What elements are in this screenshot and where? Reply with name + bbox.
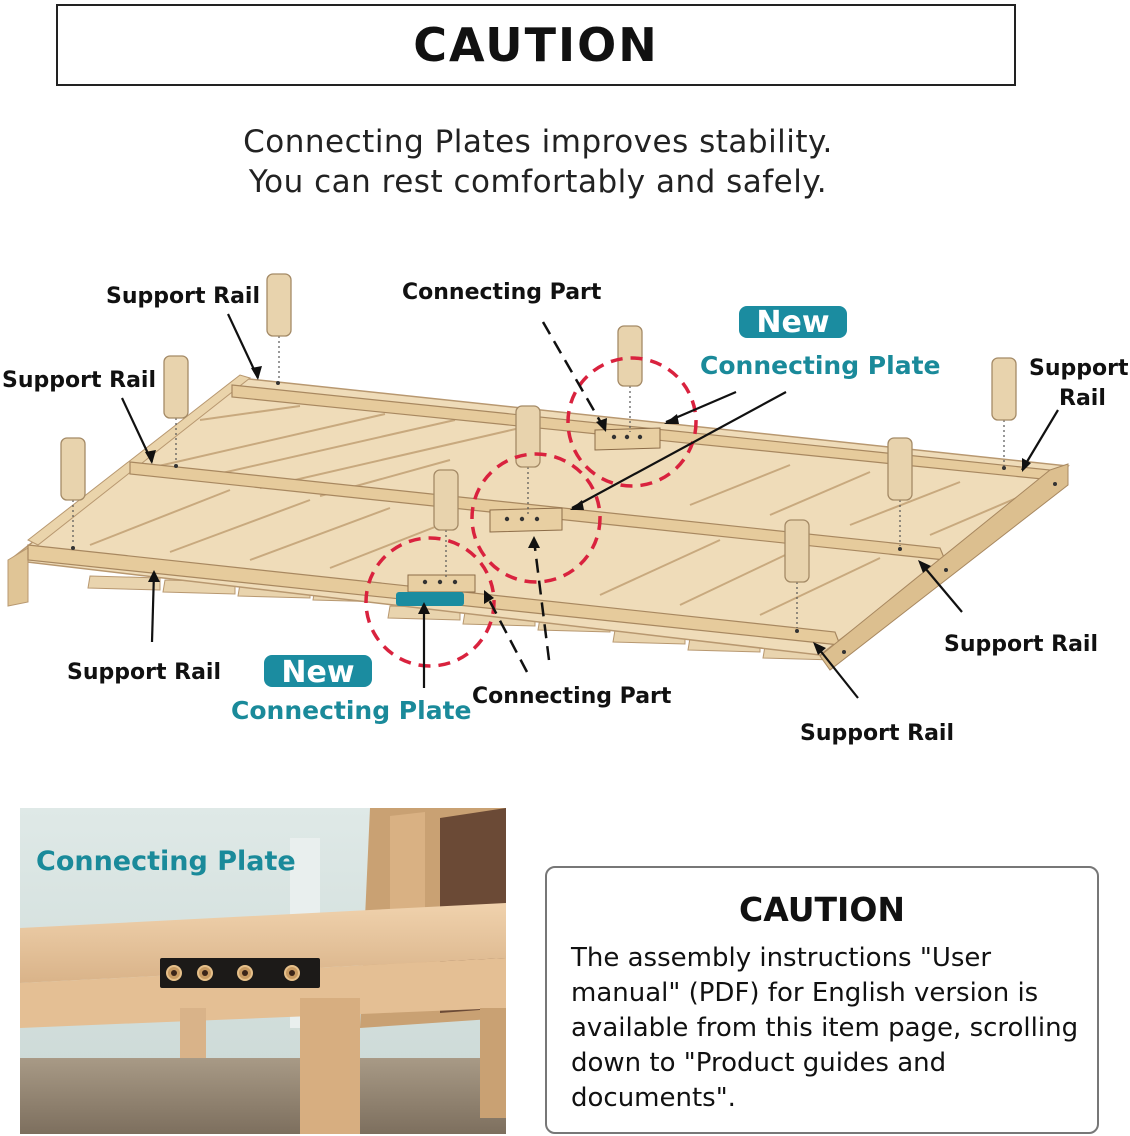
new-badge-top-text: New: [756, 305, 830, 340]
new-badge-top: [739, 305, 847, 340]
label-support-rail-bottom-left: Support Rail: [67, 660, 222, 685]
label-connecting-plate-bottom: Connecting Plate: [231, 696, 472, 725]
label-support-rail-right-line2: Rail: [1059, 386, 1106, 411]
new-badge-bottom-text: New: [281, 655, 355, 690]
label-connecting-part-bottom: Connecting Part: [472, 684, 672, 709]
new-badge-bottom: [264, 655, 372, 690]
label-support-rail-right-mid: Support Rail: [944, 632, 1099, 657]
label-support-rail-top: Support Rail: [106, 284, 261, 309]
photo-label-connecting-plate: Connecting Plate: [36, 846, 296, 877]
notice-body: The assembly instructions "User manual" (PDF) for English version is available from this item page, scrolling down to "Product guides and documents".: [571, 943, 1079, 1113]
intro-line-2: You can rest comfortably and safely.: [248, 164, 828, 200]
label-connecting-plate-top: Connecting Plate: [700, 351, 941, 380]
label-support-rail-right-line1: Support: [1029, 356, 1129, 381]
label-connecting-part-top: Connecting Part: [402, 280, 602, 305]
caution-title: CAUTION: [413, 18, 659, 72]
label-support-rail-bottom-right: Support Rail: [800, 721, 955, 746]
label-support-rail-left: Support Rail: [2, 368, 157, 393]
caution-notice: [545, 866, 1099, 1134]
caution-header: [56, 4, 1016, 86]
intro-line-1: Connecting Plates improves stability.: [243, 124, 833, 160]
notice-title: CAUTION: [739, 890, 905, 929]
connecting-plate-photo: [20, 808, 506, 1134]
bed-frame-diagram: [0, 230, 1130, 760]
